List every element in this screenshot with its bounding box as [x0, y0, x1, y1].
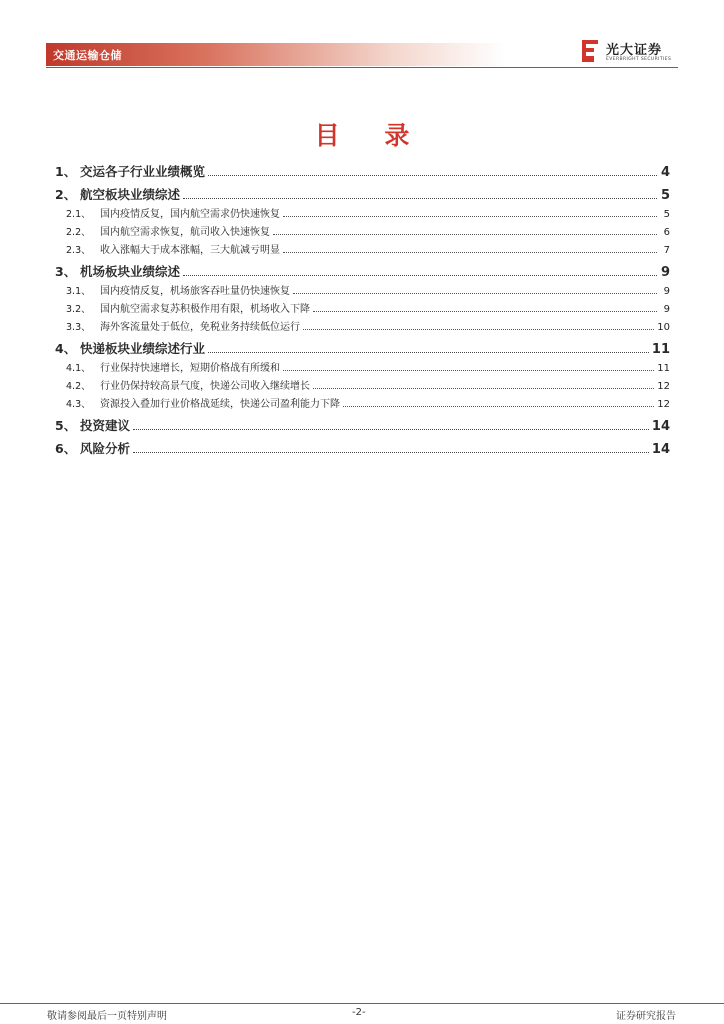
toc-entry-number: 4.2、: [66, 381, 91, 392]
toc-entry-title: 收入涨幅大于成本涨幅，三大航减亏明显: [100, 245, 280, 256]
toc-dot-leader: [133, 429, 649, 430]
toc-entry[interactable]: [55, 242, 670, 260]
toc-dot-leader: [208, 352, 649, 353]
toc-entry-page: 5: [660, 188, 670, 203]
toc-dot-leader: [293, 293, 657, 294]
footer-divider: [0, 1003, 724, 1004]
toc-entry[interactable]: [55, 224, 670, 242]
toc-entry[interactable]: [55, 437, 670, 460]
toc-entry[interactable]: [55, 319, 670, 337]
toc-entry[interactable]: [55, 396, 670, 414]
logo-subtitle: EVERBRIGHT SECURITIES: [606, 57, 672, 62]
toc-entry[interactable]: [55, 337, 670, 360]
toc-dot-leader: [313, 311, 657, 312]
toc-entry-number: 4.3、: [66, 399, 91, 410]
toc-entry-title: 国内疫情反复，机场旅客吞吐量仍快速恢复: [100, 286, 290, 297]
toc-entry-title: 海外客流量处于低位，免税业务持续低位运行: [100, 322, 300, 333]
toc-entry-number: 3.3、: [66, 322, 91, 333]
toc-entry[interactable]: [55, 183, 670, 206]
toc-dot-leader: [208, 175, 657, 176]
toc-entry-title: 行业保持快速增长，短期价格战有所缓和: [100, 363, 280, 374]
toc-entry-number: 6、: [55, 441, 77, 456]
header-divider: [46, 67, 678, 68]
toc-dot-leader: [183, 198, 657, 199]
toc-entry-title: 国内疫情反复，国内航空需求仍快速恢复: [100, 209, 280, 220]
toc-entry-page: 5: [663, 209, 670, 220]
toc-entry-title: 机场板块业绩综述: [80, 264, 181, 279]
toc-entry-page: 4: [660, 165, 670, 180]
toc-entry-title: 航空板块业绩综述: [80, 187, 181, 202]
toc-entry[interactable]: [55, 414, 670, 437]
toc-entry-page: 12: [657, 381, 670, 392]
toc-entry[interactable]: [55, 378, 670, 396]
toc-entry[interactable]: [55, 301, 670, 319]
toc-entry-page: 9: [660, 265, 670, 280]
logo-mark-icon: [580, 38, 600, 64]
toc-entry-page: 10: [657, 322, 670, 333]
toc-entry-title: 国内航空需求复苏积极作用有限，机场收入下降: [100, 304, 310, 315]
toc-entry-title: 行业仍保持较高景气度，快递公司收入继续增长: [100, 381, 310, 392]
toc-entry-page: 14: [651, 442, 670, 457]
footer-disclaimer: 敬请参阅最后一页特别声明: [47, 1011, 167, 1022]
toc-dot-leader: [283, 252, 657, 253]
toc-dot-leader: [133, 452, 649, 453]
page-number: -2-: [352, 1007, 366, 1018]
toc-entry-page: 9: [663, 304, 670, 315]
toc-entry[interactable]: [55, 160, 670, 183]
toc-entry-number: 5、: [55, 418, 77, 433]
toc-entry-number: 3、: [55, 264, 77, 279]
toc-entry[interactable]: [55, 283, 670, 301]
toc-entry-title: 资源投入叠加行业价格战延续，快递公司盈利能力下降: [100, 399, 340, 410]
toc-entry-number: 4、: [55, 341, 77, 356]
toc-entry-number: 2.3、: [66, 245, 91, 256]
toc-dot-leader: [303, 329, 654, 330]
toc-entry-number: 2.2、: [66, 227, 91, 238]
logo-name: 光大证券: [606, 43, 663, 58]
toc-dot-leader: [273, 234, 657, 235]
toc-entry-page: 9: [663, 286, 670, 297]
toc-entry-page: 12: [657, 399, 670, 410]
toc-entry-number: 3.1、: [66, 286, 91, 297]
toc-entry-number: 4.1、: [66, 363, 91, 374]
toc-entry-page: 14: [651, 419, 670, 434]
toc-dot-leader: [183, 275, 657, 276]
company-logo: [580, 38, 680, 66]
toc-entry-page: 11: [651, 342, 670, 357]
toc-entry[interactable]: [55, 260, 670, 283]
toc-dot-leader: [283, 370, 654, 371]
toc-entry-number: 3.2、: [66, 304, 91, 315]
toc-dot-leader: [283, 216, 657, 217]
toc-entry-title: 投资建议: [80, 418, 131, 433]
toc-entry[interactable]: [55, 360, 670, 378]
toc-entry[interactable]: [55, 206, 670, 224]
toc-entry-number: 2、: [55, 187, 77, 202]
toc-dot-leader: [313, 388, 654, 389]
toc-entry-number: 1、: [55, 164, 77, 179]
toc-entry-page: 11: [657, 363, 670, 374]
toc-entry-title: 快递板块业绩综述行业: [80, 341, 206, 356]
toc-entry-number: 2.1、: [66, 209, 91, 220]
toc-entry-page: 6: [663, 227, 670, 238]
table-of-contents: [55, 160, 670, 460]
toc-entry-title: 国内航空需求恢复，航司收入快速恢复: [100, 227, 270, 238]
toc-entry-title: 风险分析: [80, 441, 131, 456]
footer-report-type: 证券研究报告: [616, 1011, 676, 1022]
header-section-title: 交通运输仓储: [53, 49, 122, 62]
toc-title: 目 录: [314, 121, 428, 150]
toc-entry-title: 交运各子行业业绩概览: [80, 164, 206, 179]
toc-entry-page: 7: [663, 245, 670, 256]
toc-dot-leader: [343, 406, 654, 407]
